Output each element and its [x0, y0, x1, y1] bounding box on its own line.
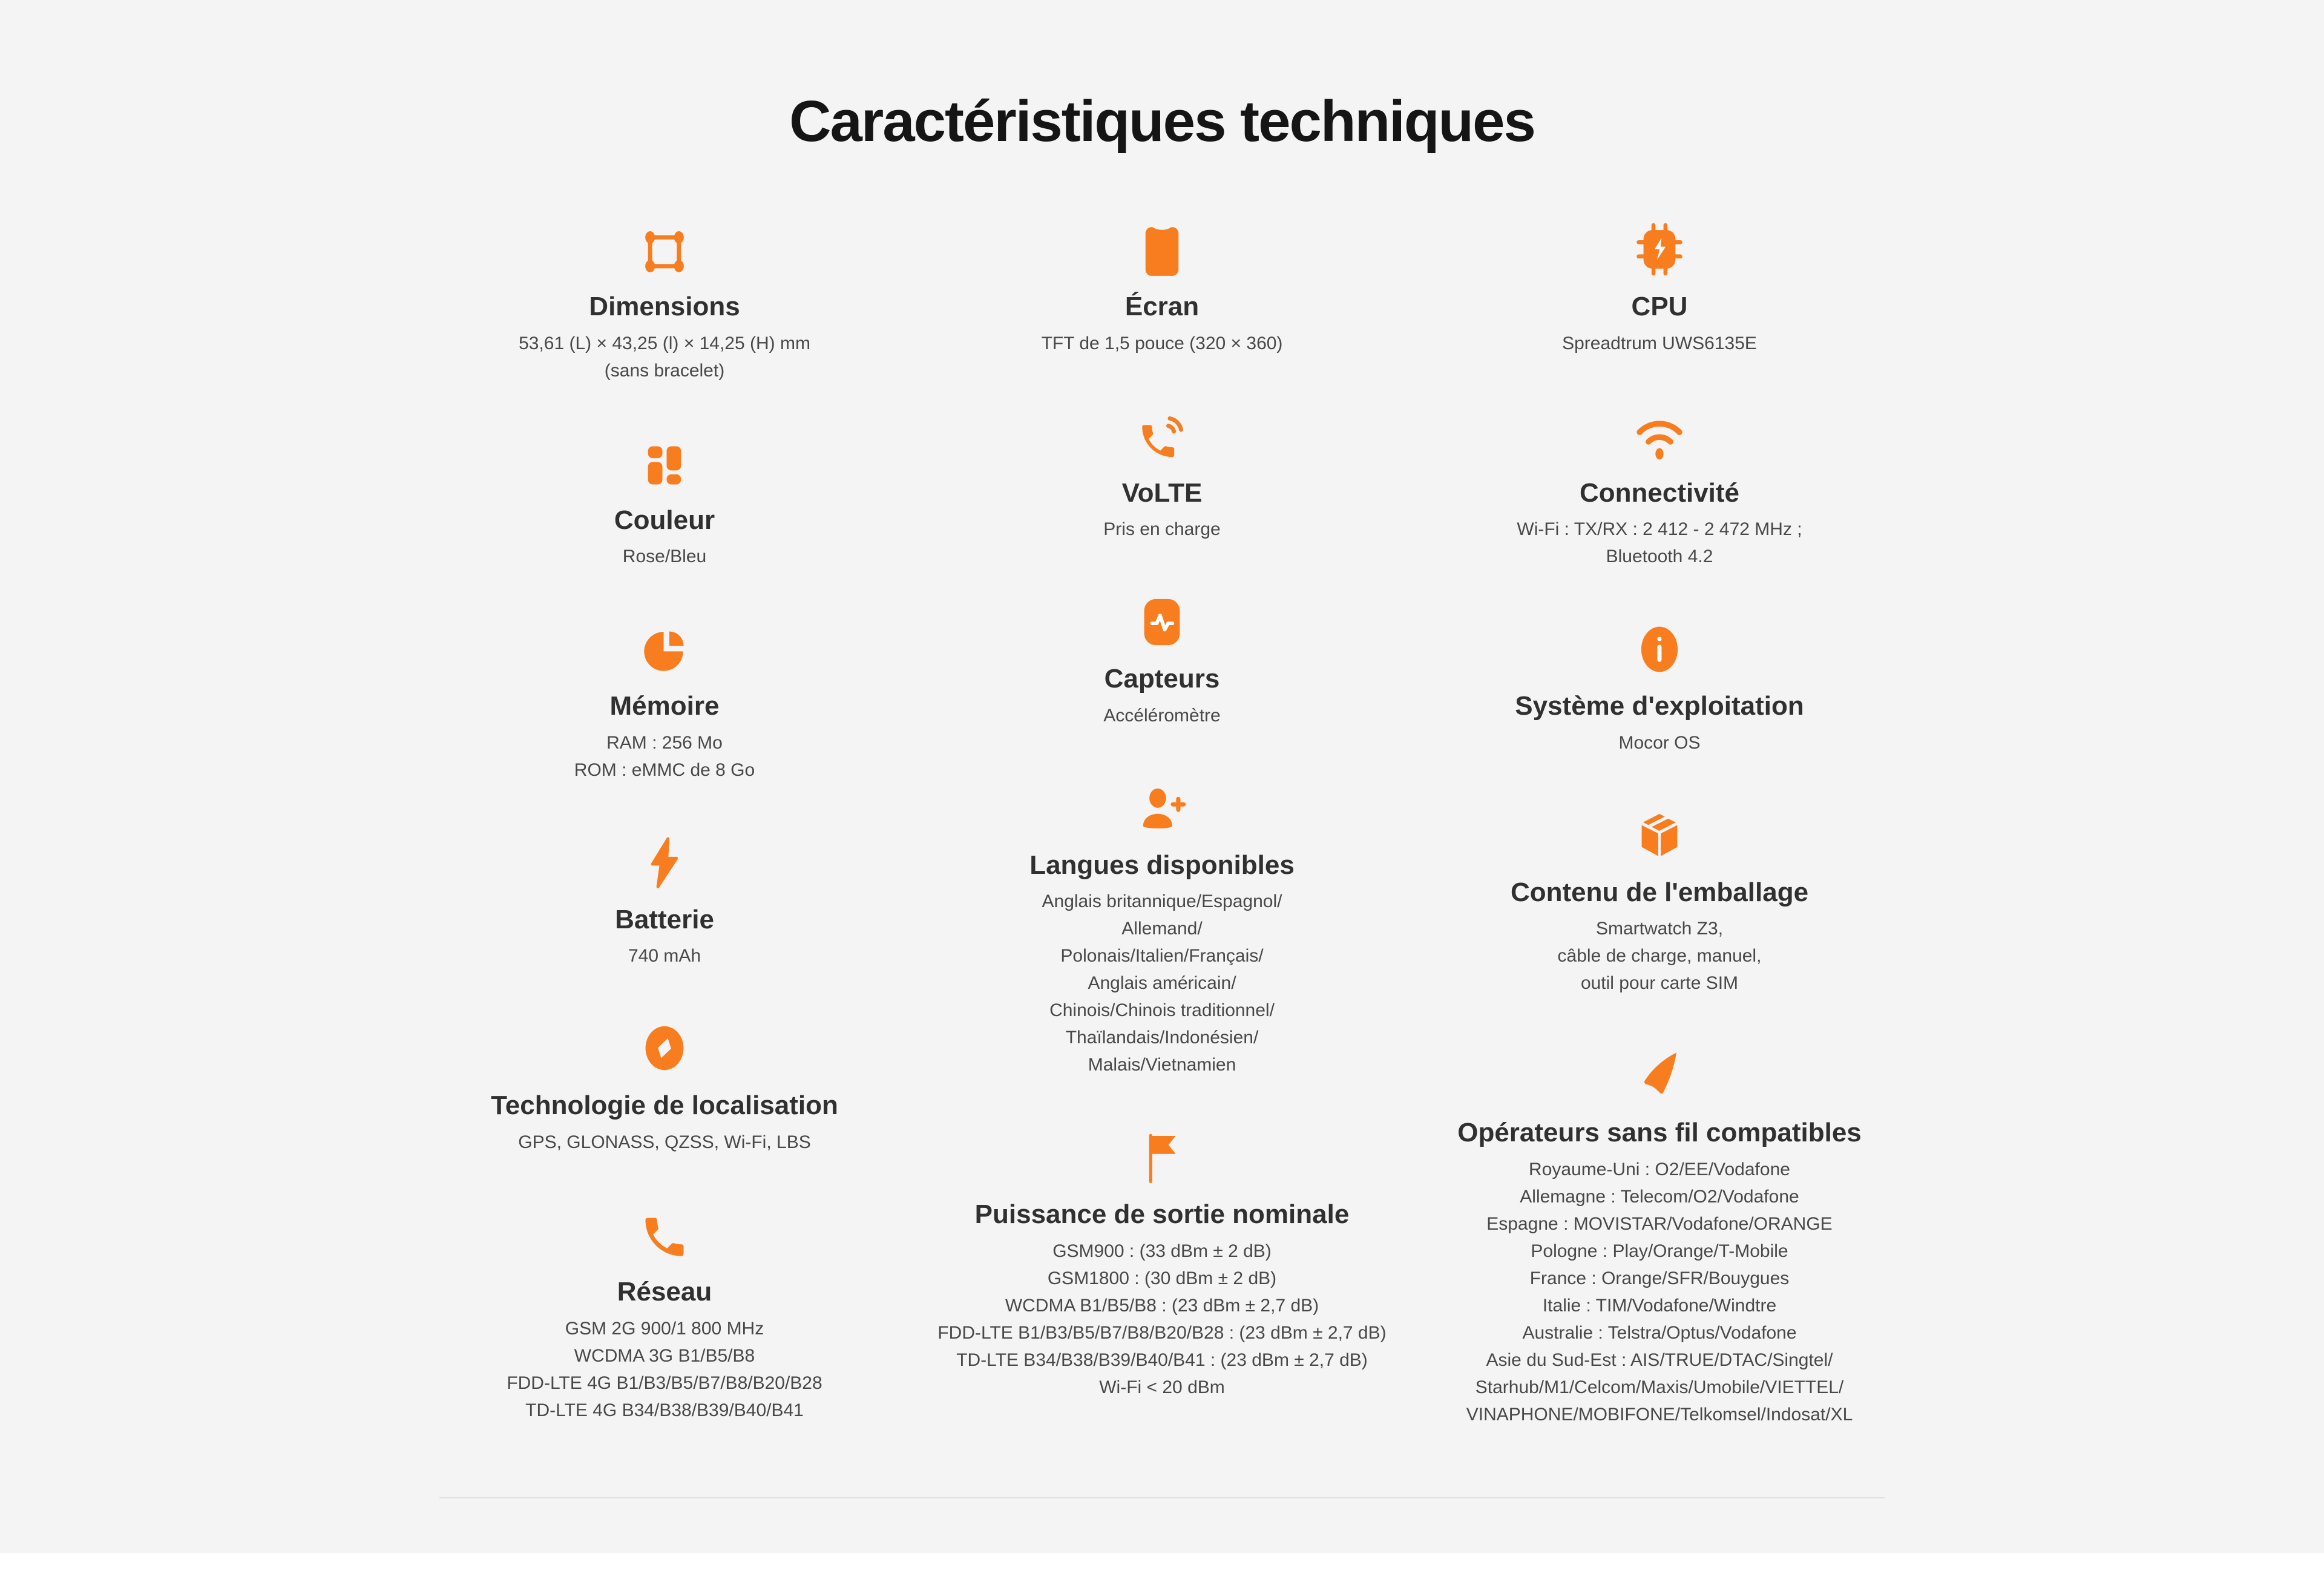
spec-item-info	[1411, 618, 1908, 756]
spec-item-title: VoLTE	[1121, 477, 1203, 508]
volte-call-icon	[1136, 405, 1188, 464]
spec-columns	[0, 219, 2324, 1428]
spec-item-line: Australie : Telstra/Optus/Vodafone	[1522, 1322, 1797, 1343]
spec-item-line: Asie du Sud-Est : AIS/TRUE/DTAC/Singtel/	[1486, 1350, 1833, 1370]
spec-item-line: Thaïlandais/Indonésien/	[1065, 1028, 1259, 1048]
send-arrow-icon	[1633, 1045, 1686, 1103]
spec-item-line: Wi-Fi < 20 dBm	[1099, 1377, 1225, 1397]
spec-item-line: Royaume-Uni : O2/EE/Vodafone	[1529, 1159, 1790, 1179]
spec-item-line: FDD-LTE B1/B3/B5/B7/B8/B20/B28 : (23 dBm ± 2,7 dB)	[937, 1322, 1387, 1343]
spec-item-line: Pologne : Play/Orange/T-Mobile	[1531, 1241, 1788, 1261]
spec-item-line: (sans bracelet)	[604, 360, 725, 381]
spec-item-line: Spreadtrum UWS6135E	[1562, 333, 1757, 353]
spec-item-line: 740 mAh	[628, 946, 701, 966]
spec-item-line: 53,61 (L) × 43,25 (l) × 14,25 (H) mm	[519, 333, 810, 353]
lightning-bolt-icon	[641, 832, 688, 890]
spec-item-line: Allemand/	[1121, 919, 1203, 939]
spec-item-line: TD-LTE 4G B34/B38/B39/B40/B41	[525, 1400, 804, 1420]
watch-screen-icon	[1140, 219, 1184, 277]
spec-item-title: Batterie	[615, 904, 714, 934]
info-icon	[1636, 618, 1683, 677]
spec-item-line: Mocor OS	[1618, 732, 1701, 753]
spec-item-person-add	[913, 778, 1411, 1079]
spec-item-line: ROM : eMMC de 8 Go	[574, 759, 755, 780]
spec-item-volte-call	[913, 405, 1411, 543]
spec-item-line: WCDMA 3G B1/B5/B8	[574, 1345, 755, 1366]
spec-item-flag	[913, 1127, 1411, 1401]
spec-item-watch-screen	[913, 219, 1411, 357]
spec-item-pie-chart	[416, 618, 913, 784]
wifi-icon	[1629, 405, 1690, 464]
spec-item-title: Connectivité	[1579, 477, 1740, 508]
spec-item-title: Technologie de localisation	[491, 1091, 838, 1121]
spec-item-line: Smartwatch Z3,	[1595, 919, 1724, 939]
spec-item-send-arrow	[1411, 1045, 1908, 1428]
bottom-divider	[439, 1497, 1885, 1498]
spec-item-line: outil pour carte SIM	[1580, 973, 1739, 994]
phone-handset-icon	[639, 1204, 690, 1262]
compass-icon	[640, 1018, 689, 1076]
spec-item-line: RAM : 256 Mo	[606, 732, 723, 753]
spec-item-line: Starhub/M1/Celcom/Maxis/Umobile/VIETTEL/	[1475, 1377, 1844, 1397]
spec-item-line: Anglais américain/	[1088, 973, 1236, 994]
flag-icon	[1141, 1127, 1183, 1185]
spec-item-title: Contenu de l'emballage	[1510, 877, 1809, 907]
pie-chart-icon	[638, 618, 691, 677]
spec-item-package-box	[1411, 805, 1908, 997]
spec-item-line: Wi-Fi : TX/RX : 2 412 - 2 472 MHz ;	[1517, 519, 1802, 540]
spec-column-1	[416, 219, 913, 1424]
spec-column-3	[1411, 219, 1908, 1428]
spec-item-line: Malais/Vietnamien	[1088, 1055, 1236, 1075]
cpu-chip-icon	[1633, 219, 1686, 277]
spec-item-pulse-sensor	[913, 591, 1411, 729]
spec-item-cpu-chip	[1411, 219, 1908, 357]
spec-item-title: Langues disponibles	[1029, 850, 1295, 880]
spec-item-title: Couleur	[614, 505, 715, 535]
frame-corners-icon	[639, 219, 690, 277]
spec-item-title: Mémoire	[609, 691, 720, 721]
spec-item-title: Capteurs	[1104, 664, 1220, 694]
spec-item-line: France : Orange/SFR/Bouygues	[1529, 1268, 1790, 1288]
person-add-icon	[1134, 778, 1190, 836]
spec-item-line: GSM1800 : (30 dBm ± 2 dB)	[1047, 1268, 1277, 1288]
spec-item-title: Puissance de sortie nominale	[974, 1199, 1350, 1230]
spec-item-title: Réseau	[617, 1276, 712, 1307]
spec-item-line: Allemagne : Telecom/O2/Vodafone	[1520, 1186, 1799, 1207]
bottom-strip	[0, 1553, 2324, 1571]
spec-item-compass	[416, 1018, 913, 1156]
spec-item-line: câble de charge, manuel,	[1557, 946, 1762, 966]
pulse-sensor-icon	[1138, 591, 1186, 649]
page-title: Caractéristiques techniques	[789, 89, 1535, 154]
spec-column-2	[913, 219, 1411, 1401]
spec-item-lightning-bolt	[416, 832, 913, 970]
spec-item-title: Système d'exploitation	[1515, 691, 1804, 721]
spec-item-line: TD-LTE B34/B38/B39/B40/B41 : (23 dBm ± 2,7 dB)	[956, 1350, 1368, 1370]
spec-item-line: GSM 2G 900/1 800 MHz	[565, 1318, 764, 1339]
spec-item-line: Chinois/Chinois traditionnel/	[1049, 1000, 1275, 1021]
spec-item-line: Polonais/Italien/Français/	[1060, 946, 1264, 966]
spec-item-line: FDD-LTE 4G B1/B3/B5/B7/B8/B20/B28	[507, 1373, 822, 1393]
package-box-icon	[1634, 805, 1685, 863]
spec-item-line: Accéléromètre	[1103, 705, 1221, 726]
spec-item-line: Pris en charge	[1103, 519, 1221, 540]
spec-item-title: Écran	[1124, 292, 1200, 321]
spec-item-phone-handset	[416, 1204, 913, 1424]
spec-item-line: Italie : TIM/Vodafone/Windtre	[1542, 1295, 1777, 1316]
spec-item-color-swatches	[416, 433, 913, 571]
spec-item-line: GSM900 : (33 dBm ± 2 dB)	[1052, 1241, 1272, 1261]
spec-item-line: GPS, GLONASS, QZSS, Wi-Fi, LBS	[518, 1132, 811, 1152]
spec-item-title: Dimensions	[589, 292, 740, 321]
spec-item-frame-corners	[416, 219, 913, 384]
spec-item-line: WCDMA B1/B5/B8 : (23 dBm ± 2,7 dB)	[1005, 1295, 1319, 1316]
spec-item-line: Bluetooth 4.2	[1606, 546, 1713, 567]
spec-item-line: Anglais britannique/Espagnol/	[1042, 891, 1282, 912]
spec-item-title: CPU	[1631, 292, 1688, 321]
spec-item-wifi	[1411, 405, 1908, 571]
spec-item-title: Opérateurs sans fil compatibles	[1457, 1118, 1862, 1148]
spec-item-line: Espagne : MOVISTAR/Vodafone/ORANGE	[1486, 1213, 1833, 1234]
spec-item-line: VINAPHONE/MOBIFONE/Telkomsel/Indosat/XL	[1466, 1404, 1853, 1425]
spec-item-line: TFT de 1,5 pouce (320 × 360)	[1041, 333, 1283, 353]
color-swatches-icon	[639, 433, 690, 491]
spec-item-line: Rose/Bleu	[622, 546, 707, 567]
